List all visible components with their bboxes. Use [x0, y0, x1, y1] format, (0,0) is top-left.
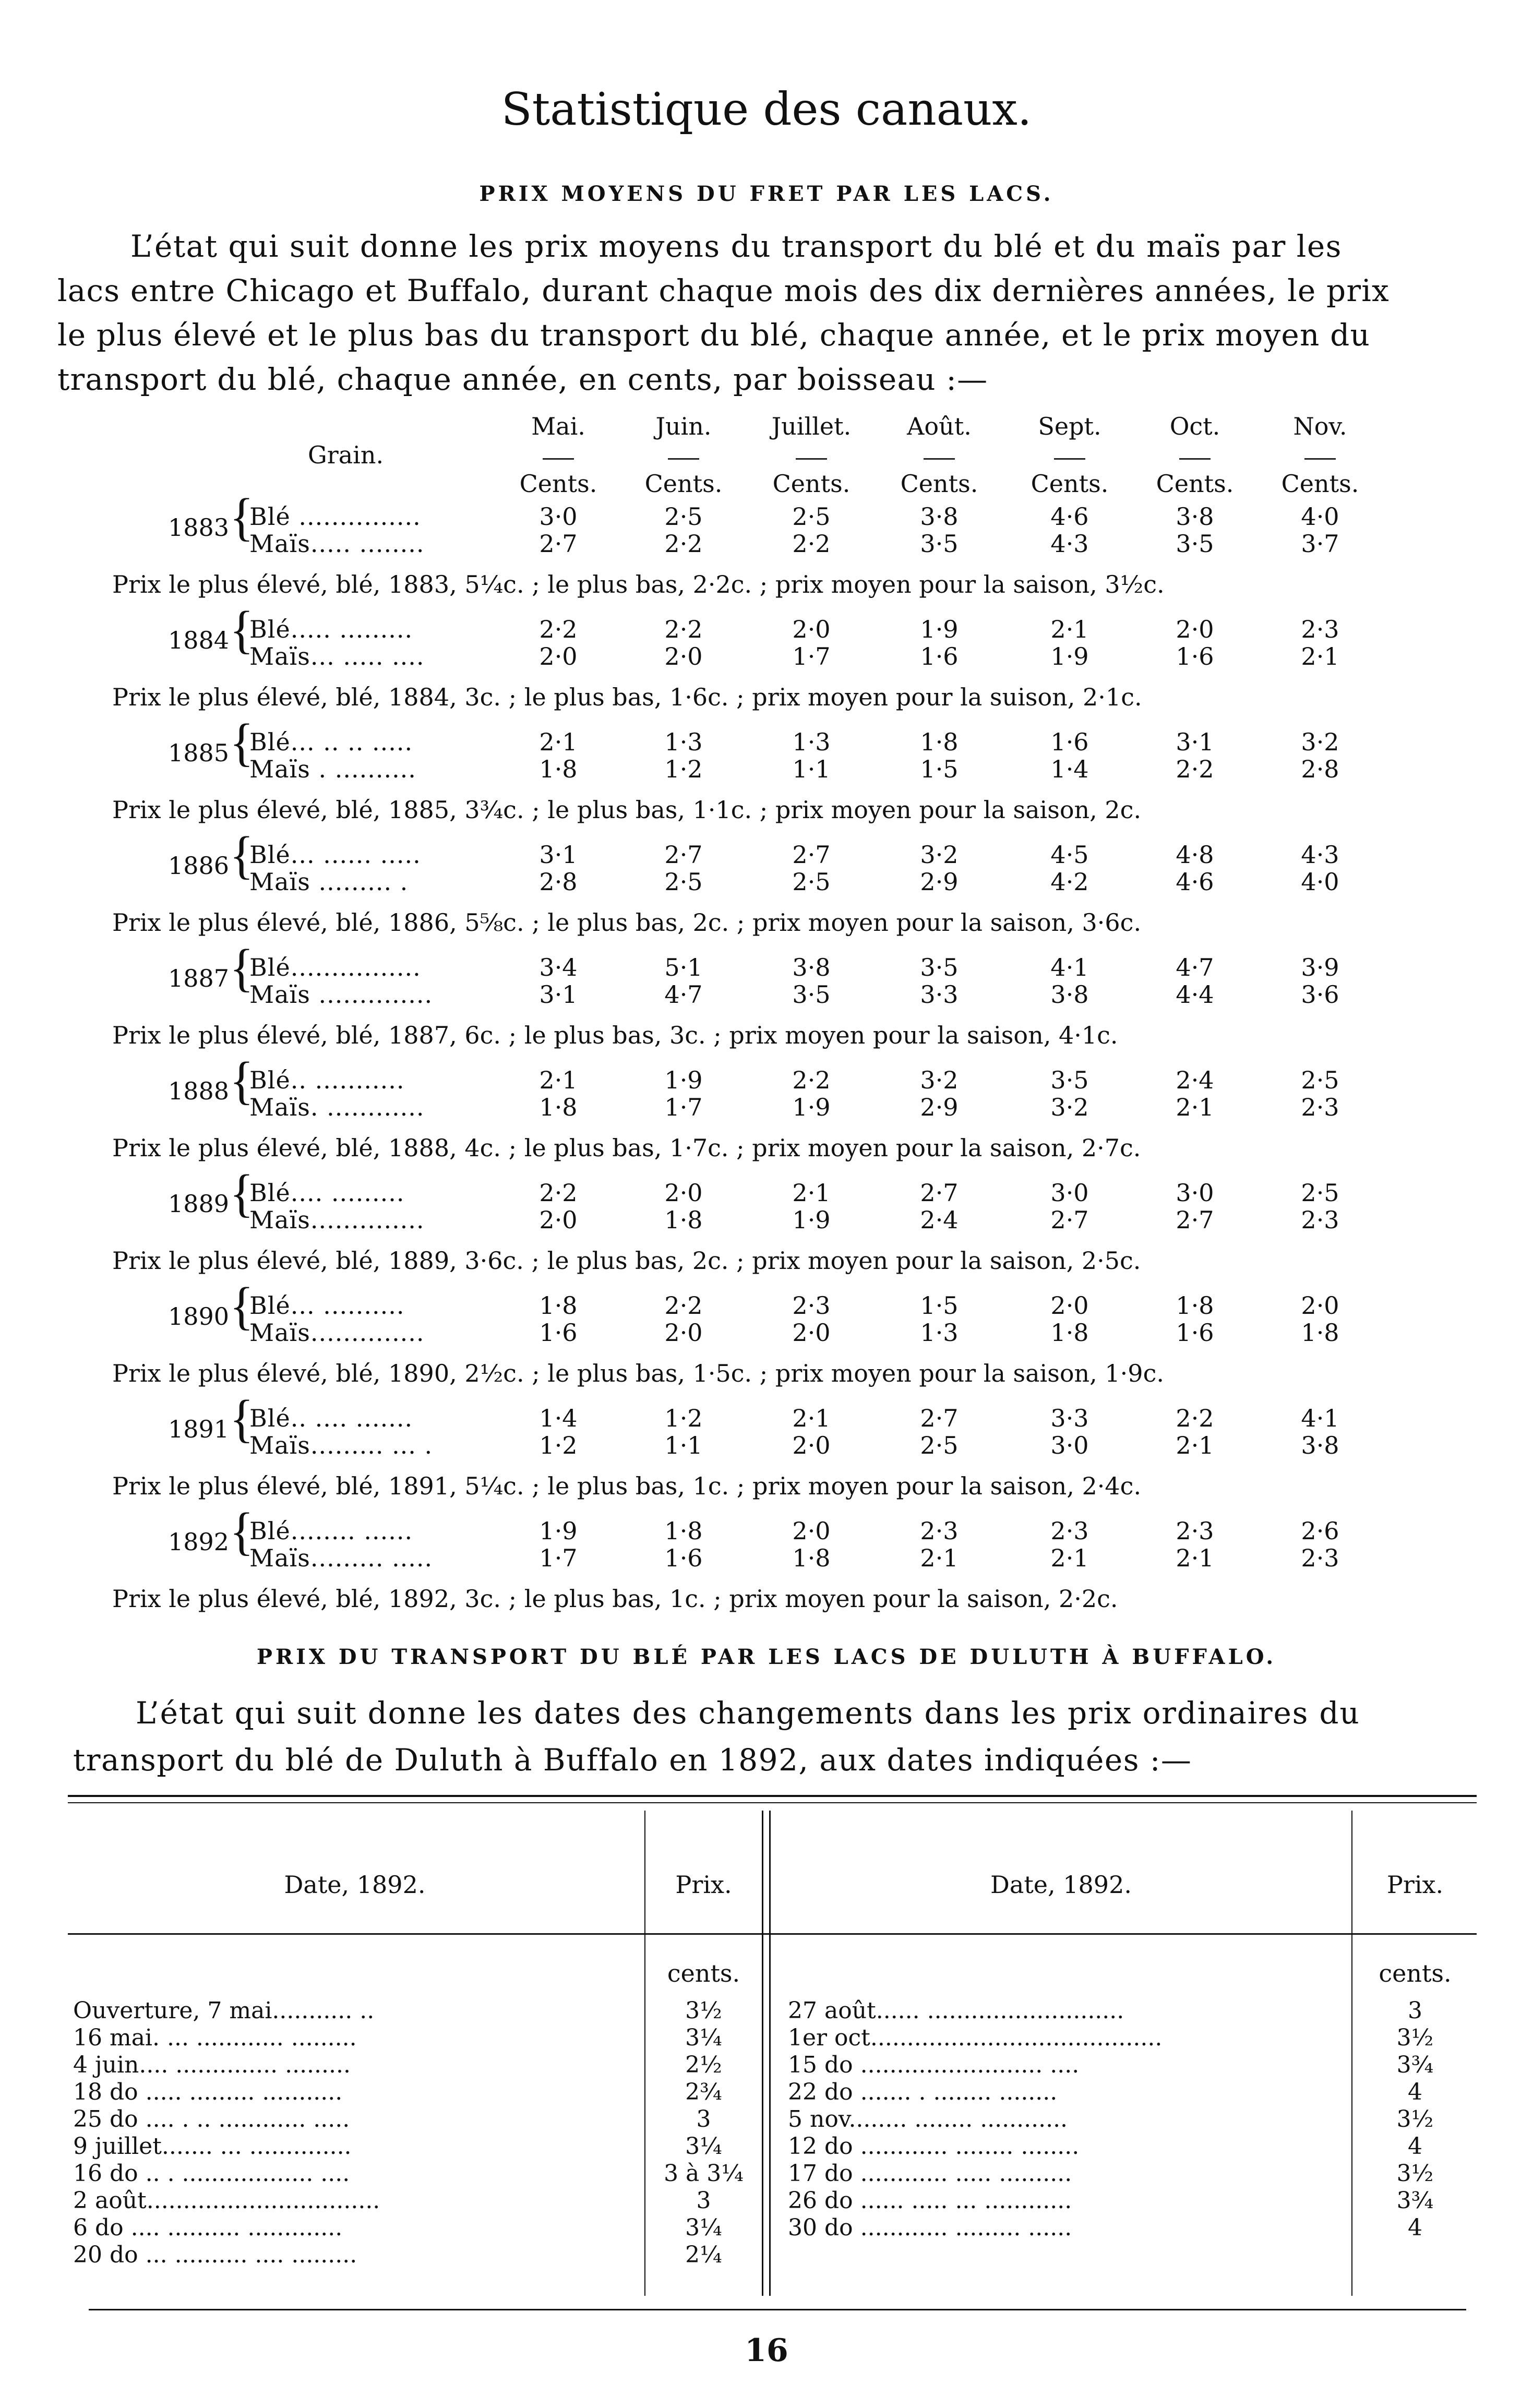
table-cell: 4·6	[1050, 502, 1089, 531]
table-cell: 3·2	[920, 841, 959, 869]
table-cell: 2·7	[1050, 1206, 1089, 1234]
row-label-ble: Blé..... .........	[249, 615, 413, 643]
month-header: Sept.	[1038, 412, 1101, 440]
brace-symbol: {	[230, 1276, 254, 1335]
table-cell: 2·5	[1301, 1179, 1339, 1207]
table-cell: 3·7	[1301, 530, 1339, 558]
price-cell: 3¾	[1396, 2187, 1434, 2214]
price-cell: 4	[1408, 2133, 1422, 2160]
table-cell: 1·6	[1050, 728, 1089, 756]
date-cell: 16 mai. ... ............ .........	[73, 2024, 357, 2051]
unit-header: Cents.	[772, 470, 851, 498]
year-label: 1887	[168, 964, 230, 992]
table-cell: 3·4	[539, 953, 578, 981]
price-cell: 4	[1408, 2079, 1422, 2105]
intro-line: L’état qui suit donne les prix moyens du transport du blé et du maïs par les	[130, 229, 1342, 264]
table-cell: 3·5	[1176, 530, 1214, 558]
price-cell: 2¼	[685, 2242, 722, 2268]
table-cell: 1·6	[1176, 642, 1214, 670]
month-header: Août.	[907, 412, 972, 440]
table-cell: 4·7	[1176, 953, 1214, 981]
price-cell: 2¾	[685, 2079, 722, 2105]
year-summary-note: Prix le plus élevé, blé, 1890, 2½c. ; le plus bas, 1·5c. ; prix moyen pour la saison, 1·9c.	[112, 1359, 1164, 1387]
price-cell: 3¼	[685, 2133, 722, 2160]
table-cell: 1·3	[664, 728, 703, 756]
table-cell: 1·2	[539, 1431, 578, 1459]
date-cell: 17 do ............ ..... ..........	[788, 2160, 1072, 2187]
table-cell: 2·8	[1301, 755, 1339, 783]
table-cell: 2·5	[920, 1431, 959, 1459]
table-cell: 2·3	[792, 1291, 831, 1320]
table-cell: 4·3	[1301, 841, 1339, 869]
year-label: 1890	[168, 1302, 230, 1331]
table-cell: 4·8	[1176, 841, 1214, 869]
table-top-rule	[68, 1802, 1477, 1803]
year-label: 1891	[168, 1415, 230, 1443]
table-cell: 2·1	[1050, 615, 1089, 643]
table-cell: 1·3	[920, 1319, 959, 1347]
table-cell: 2·0	[664, 1319, 703, 1347]
section1-heading: PRIX MOYENS DU FRET PAR LES LACS.	[479, 182, 1054, 206]
table-cell: 2·4	[920, 1206, 959, 1234]
table-cell: 3·3	[920, 980, 959, 1009]
brace-symbol: {	[230, 1164, 254, 1223]
table-cell: 1·9	[792, 1093, 831, 1121]
table-cell: 1·5	[920, 755, 959, 783]
year-summary-note: Prix le plus élevé, blé, 1891, 5¼c. ; le plus bas, 1c. ; prix moyen pour la saison, 2·4c.	[112, 1472, 1142, 1500]
brace-symbol: {	[230, 1502, 254, 1561]
table-cell: 1·8	[664, 1517, 703, 1545]
header-dash	[1054, 458, 1085, 460]
brace-symbol: {	[230, 600, 254, 659]
table-cell: 1·9	[664, 1066, 703, 1094]
table-cell: 3·1	[539, 980, 578, 1009]
year-label: 1888	[168, 1077, 230, 1105]
table-cell: 1·2	[664, 755, 703, 783]
table-cell: 2·2	[1176, 755, 1214, 783]
month-header: Mai.	[531, 412, 585, 440]
table-cell: 2·0	[792, 1319, 831, 1347]
price-cell: 3½	[1396, 2160, 1434, 2187]
date-cell: 15 do ......................... ....	[788, 2052, 1080, 2078]
price-cell: 3¼	[685, 2214, 722, 2241]
table-cell: 3·9	[1301, 953, 1339, 981]
table-cell: 1·8	[1301, 1319, 1339, 1347]
table-cell: 3·8	[1050, 980, 1089, 1009]
table-cell: 2·4	[1176, 1066, 1214, 1094]
table-cell: 2·1	[1176, 1431, 1214, 1459]
price-header: Prix.	[1386, 1871, 1444, 1899]
date-cell: 27 août...... ...........................	[788, 1997, 1124, 2024]
date-cell: 16 do .. . .................. ....	[73, 2160, 350, 2187]
table-cell: 2·1	[920, 1544, 959, 1572]
date-header: Date, 1892.	[990, 1871, 1132, 1899]
table-cell: 2·1	[792, 1404, 831, 1432]
year-summary-note: Prix le plus élevé, blé, 1884, 3c. ; le plus bas, 1·6c. ; prix moyen pour la suison, 2·1c.	[112, 683, 1142, 711]
intro-line: lacs entre Chicago et Buffalo, durant chaque mois des dix dernières années, le prix	[57, 273, 1390, 308]
row-label-mais: Maïs . ..........	[249, 755, 416, 783]
table-cell: 1·9	[792, 1206, 831, 1234]
table-cell: 2·0	[792, 615, 831, 643]
table-cell: 2·9	[920, 868, 959, 896]
table-cell: 3·5	[792, 980, 831, 1009]
table-cell: 1·8	[920, 728, 959, 756]
brace-symbol: {	[230, 713, 254, 772]
table-cell: 2·1	[1176, 1093, 1214, 1121]
table-cell: 2·3	[1301, 1093, 1339, 1121]
table-cell: 3·8	[1301, 1431, 1339, 1459]
table-cell: 3·2	[1301, 728, 1339, 756]
price-cell: 3½	[685, 1997, 722, 2024]
table-cell: 2·1	[539, 1066, 578, 1094]
table-bottom-rule	[89, 2309, 1466, 2310]
table-cell: 5·1	[664, 953, 703, 981]
month-header: Nov.	[1293, 412, 1347, 440]
row-label-mais: Maïs..... ........	[249, 530, 425, 558]
header-dash	[924, 458, 955, 460]
table-cell: 1·8	[539, 1093, 578, 1121]
table-cell: 4·3	[1050, 530, 1089, 558]
header-dash	[668, 458, 699, 460]
table-cell: 3·8	[1176, 502, 1214, 531]
brace-symbol: {	[230, 1389, 254, 1448]
table-cell: 2·1	[1301, 642, 1339, 670]
table-cell: 1·8	[792, 1544, 831, 1572]
table-cell: 1·2	[664, 1404, 703, 1432]
table-cell: 3·2	[920, 1066, 959, 1094]
table-cell: 1·6	[1176, 1319, 1214, 1347]
section2-heading: PRIX DU TRANSPORT DU BLÉ PAR LES LACS DE DULUTH À BUFFALO.	[256, 1645, 1277, 1669]
table-cell: 2·6	[1301, 1517, 1339, 1545]
table-cell: 1·8	[1050, 1319, 1089, 1347]
table-cell: 1·7	[664, 1093, 703, 1121]
price-cell: 3½	[1396, 2106, 1434, 2133]
year-label: 1889	[168, 1190, 230, 1218]
brace-symbol: {	[230, 938, 254, 997]
table-cell: 1·7	[792, 642, 831, 670]
table-cell: 4·2	[1050, 868, 1089, 896]
table-cell: 3·1	[1176, 728, 1214, 756]
month-header: Juin.	[655, 412, 712, 440]
intro-line: L’état qui suit donne les dates des changements dans les prix ordinaires du	[136, 1695, 1360, 1731]
unit-header: Cents.	[900, 470, 978, 498]
table-cell: 1·6	[664, 1544, 703, 1572]
table-cell: 3·1	[539, 841, 578, 869]
table-cell: 3·0	[1050, 1179, 1089, 1207]
date-cell: 4 juin.... .............. .........	[73, 2052, 351, 2078]
header-dash	[543, 458, 574, 460]
table-cell: 2·2	[792, 530, 831, 558]
row-label-ble: Blé.. ...........	[249, 1066, 405, 1094]
row-label-mais: Maïs......... .....	[249, 1544, 433, 1572]
table-cell: 1·7	[539, 1544, 578, 1572]
date-cell: 1er oct........................................	[788, 2024, 1163, 2051]
row-label-ble: Blé........ ......	[249, 1517, 413, 1545]
table-cell: 4·1	[1301, 1404, 1339, 1432]
table-cell: 2·7	[920, 1404, 959, 1432]
table-cell: 2·1	[1176, 1544, 1214, 1572]
section2-intro	[73, 1690, 1482, 1783]
table-cell: 4·5	[1050, 841, 1089, 869]
table-top-rule	[68, 1795, 1477, 1797]
row-label-ble: Blé.... .........	[249, 1179, 405, 1207]
date-cell: 25 do .... . .. ............ .....	[73, 2106, 350, 2133]
table-cell: 1·9	[539, 1517, 578, 1545]
table-cell: 2·2	[664, 615, 703, 643]
row-label-ble: Blé ...............	[249, 502, 421, 531]
table-cell: 2·0	[1301, 1291, 1339, 1320]
year-label: 1892	[168, 1528, 230, 1556]
row-label-ble: Blé... .. .. .....	[249, 728, 413, 756]
unit-header: Cents.	[1281, 470, 1359, 498]
month-header: Oct.	[1169, 412, 1220, 440]
table-cell: 2·0	[664, 642, 703, 670]
table-cell: 2·0	[1176, 615, 1214, 643]
price-cell: 3¼	[685, 2024, 722, 2051]
table-cell: 1·1	[792, 755, 831, 783]
table-cell: 2·1	[539, 728, 578, 756]
date-cell: 18 do ..... ......... ...........	[73, 2079, 343, 2105]
table-cell: 2·7	[664, 841, 703, 869]
table-cell: 1·8	[1176, 1291, 1214, 1320]
row-label-mais: Maïs......... ... .	[249, 1431, 433, 1459]
row-label-mais: Maïs ......... .	[249, 868, 409, 896]
table-cell: 2·3	[1301, 615, 1339, 643]
table-cell: 3·0	[539, 502, 578, 531]
table-cell: 1·9	[920, 615, 959, 643]
table-cell: 2·2	[792, 1066, 831, 1094]
table-cell: 3·8	[920, 502, 959, 531]
table-cell: 1·9	[1050, 642, 1089, 670]
row-label-mais: Maïs ..............	[249, 980, 433, 1009]
table-cell: 3·5	[920, 953, 959, 981]
year-label: 1886	[168, 852, 230, 880]
date-cell: 26 do ...... ..... ... ............	[788, 2187, 1072, 2214]
table-cell: 1·6	[920, 642, 959, 670]
table-cell: 1·5	[920, 1291, 959, 1320]
intro-line: transport du blé de Duluth à Buffalo en 1892, aux dates indiquées :—	[73, 1742, 1192, 1778]
year-summary-note: Prix le plus élevé, blé, 1892, 3c. ; le plus bas, 1c. ; prix moyen pour la saison, 2·2c.	[112, 1585, 1118, 1613]
table-cell: 3·8	[792, 953, 831, 981]
row-label-ble: Blé.. .... .......	[249, 1404, 413, 1432]
table-cell: 2·2	[539, 615, 578, 643]
date-cell: 12 do ............ ........ ........	[788, 2133, 1080, 2160]
row-label-ble: Blé................	[249, 953, 421, 981]
unit-label: cents.	[1379, 1959, 1452, 1987]
page-number: 16	[745, 2332, 788, 2369]
table-cell: 2·0	[792, 1431, 831, 1459]
unit-header: Cents.	[644, 470, 723, 498]
date-cell: 5 nov........ ........ ............	[788, 2106, 1068, 2133]
year-summary-note: Prix le plus élevé, blé, 1883, 5¼c. ; le plus bas, 2·2c. ; prix moyen pour la saison, 3½c.	[112, 570, 1165, 598]
header-dash	[796, 458, 827, 460]
table-cell: 1·4	[539, 1404, 578, 1432]
year-summary-note: Prix le plus élevé, blé, 1886, 5⅝c. ; le plus bas, 2c. ; prix moyen pour la saison, 3·6c.	[112, 908, 1142, 937]
price-cell: 4	[1408, 2214, 1422, 2241]
section1-intro	[57, 224, 1466, 402]
table-cell: 2·7	[920, 1179, 959, 1207]
table-cell: 3·0	[1050, 1431, 1089, 1459]
price-cell: 3½	[1396, 2024, 1434, 2051]
row-label-mais: Maïs..............	[249, 1319, 425, 1347]
table-cell: 3·5	[1050, 1066, 1089, 1094]
table-cell: 2·9	[920, 1093, 959, 1121]
table-cell: 2·5	[1301, 1066, 1339, 1094]
table-cell: 3·0	[1176, 1179, 1214, 1207]
page-title: Statistique des canaux.	[501, 83, 1032, 136]
table-cell: 4·0	[1301, 868, 1339, 896]
year-label: 1885	[168, 739, 230, 767]
unit-label: cents.	[667, 1959, 740, 1987]
year-summary-note: Prix le plus élevé, blé, 1888, 4c. ; le plus bas, 1·7c. ; prix moyen pour la saison, 2·7c.	[112, 1134, 1141, 1162]
year-summary-note: Prix le plus élevé, blé, 1887, 6c. ; le plus bas, 3c. ; prix moyen pour la saison, 4·1c.	[112, 1021, 1118, 1049]
row-label-mais: Maïs..............	[249, 1206, 425, 1234]
table-cell: 2·2	[664, 530, 703, 558]
table-cell: 4·7	[664, 980, 703, 1009]
table-cell: 2·3	[1301, 1206, 1339, 1234]
row-label-mais: Maïs... ..... ....	[249, 642, 425, 670]
table-cell: 2·0	[792, 1517, 831, 1545]
row-label-mais: Maïs. ............	[249, 1093, 425, 1121]
table-cell: 3·2	[1050, 1093, 1089, 1121]
price-cell: 2½	[685, 2052, 722, 2078]
month-header: Juillet.	[771, 412, 852, 440]
header-dash	[1304, 458, 1336, 460]
table-cell: 2·8	[539, 868, 578, 896]
table-cell: 1·8	[664, 1206, 703, 1234]
table-cell: 1·4	[1050, 755, 1089, 783]
date-cell: 22 do ....... . ........ ........	[788, 2079, 1058, 2105]
grain-label: Grain.	[308, 441, 384, 469]
table-cell: 2·5	[664, 868, 703, 896]
table-cell: 2·1	[1050, 1544, 1089, 1572]
table-cell: 2·7	[1176, 1206, 1214, 1234]
table-cell: 4·4	[1176, 980, 1214, 1009]
unit-header: Cents.	[1031, 470, 1109, 498]
date-cell: 9 juillet....... ... ..............	[73, 2133, 352, 2160]
table-cell: 2·0	[1050, 1291, 1089, 1320]
unit-header: Cents.	[519, 470, 597, 498]
date-cell: 30 do ............ ......... ......	[788, 2214, 1072, 2241]
table-cell: 2·5	[792, 868, 831, 896]
table-cell: 1·8	[539, 755, 578, 783]
table-cell: 2·0	[664, 1179, 703, 1207]
year-label: 1884	[168, 626, 230, 654]
date-cell: Ouverture, 7 mai........... ..	[73, 1997, 375, 2024]
table-cell: 2·3	[1301, 1544, 1339, 1572]
table-cell: 2·3	[1050, 1517, 1089, 1545]
year-summary-note: Prix le plus élevé, blé, 1889, 3·6c. ; le plus bas, 2c. ; prix moyen pour la saison, 2·5c.	[112, 1247, 1141, 1275]
row-label-ble: Blé... ...... .....	[249, 841, 421, 869]
price-cell: 3	[696, 2106, 711, 2133]
brace-symbol: {	[230, 825, 254, 884]
table-cell: 2·2	[539, 1179, 578, 1207]
price-header: Prix.	[675, 1871, 732, 1899]
header-dash	[1179, 458, 1211, 460]
table-cell: 2·1	[792, 1179, 831, 1207]
table-cell: 2·0	[539, 1206, 578, 1234]
table-cell: 2·3	[1176, 1517, 1214, 1545]
table-cell: 3·5	[920, 530, 959, 558]
brace-symbol: {	[230, 1051, 254, 1110]
year-label: 1883	[168, 513, 230, 542]
table-cell: 2·2	[664, 1291, 703, 1320]
column-rule	[762, 1811, 763, 2296]
date-cell: 6 do .... .......... .............	[73, 2214, 343, 2241]
date-cell: 20 do ... .......... .... .........	[73, 2242, 357, 2268]
unit-header: Cents.	[1156, 470, 1234, 498]
year-summary-note: Prix le plus élevé, blé, 1885, 3¾c. ; le plus bas, 1·1c. ; prix moyen pour la saison, 2c.	[112, 796, 1142, 824]
price-cell: 3	[1408, 1997, 1422, 2024]
row-label-ble: Blé... ..........	[249, 1291, 405, 1320]
table-cell: 2·7	[792, 841, 831, 869]
price-cell: 3¾	[1396, 2052, 1434, 2078]
table-cell: 4·6	[1176, 868, 1214, 896]
table-cell: 3·3	[1050, 1404, 1089, 1432]
table-cell: 1·1	[664, 1431, 703, 1459]
table-cell: 1·6	[539, 1319, 578, 1347]
table-cell: 4·0	[1301, 502, 1339, 531]
brace-symbol: {	[230, 487, 254, 546]
table-cell: 4·1	[1050, 953, 1089, 981]
price-cell: 3	[696, 2187, 711, 2214]
table-cell: 1·8	[539, 1291, 578, 1320]
table-cell: 2·7	[539, 530, 578, 558]
price-cell: 3 à 3¼	[664, 2160, 744, 2187]
date-header: Date, 1892.	[284, 1871, 426, 1899]
header-rule	[68, 1933, 1477, 1935]
table-cell: 2·5	[664, 502, 703, 531]
table-cell: 2·0	[539, 642, 578, 670]
date-cell: 2 août................................	[73, 2187, 380, 2214]
table-cell: 2·2	[1176, 1404, 1214, 1432]
table-cell: 2·5	[792, 502, 831, 531]
table-cell: 1·3	[792, 728, 831, 756]
intro-line: le plus élevé et le plus bas du transport du blé, chaque année, et le prix moyen du	[57, 317, 1371, 353]
table-cell: 3·6	[1301, 980, 1339, 1009]
intro-line: transport du blé, chaque année, en cents, par boisseau :—	[57, 362, 988, 397]
table-cell: 2·3	[920, 1517, 959, 1545]
